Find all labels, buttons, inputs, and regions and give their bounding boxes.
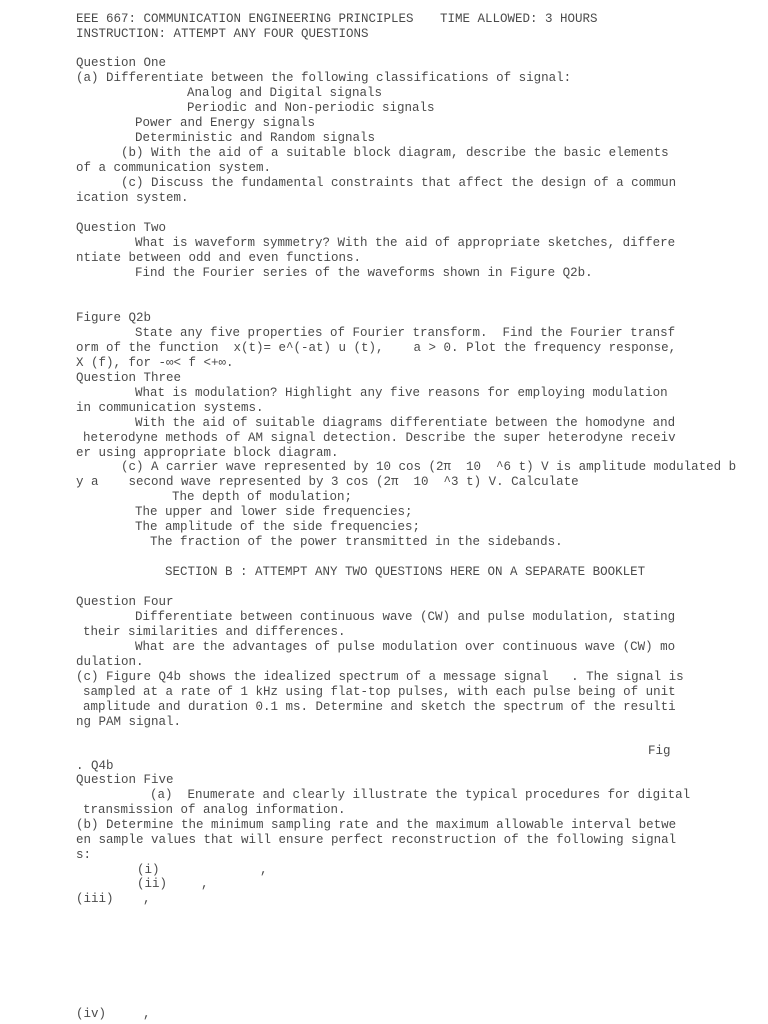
- question-three-title: Question Three: [76, 371, 182, 385]
- q1-a-item: Analog and Digital signals: [187, 86, 383, 100]
- section-b-heading: SECTION B : ATTEMPT ANY TWO QUESTIONS HERE ON A SEPARATE BOOKLET: [165, 565, 646, 579]
- q1-part-c: (c) Discuss the fundamental constraints that affect the design of a commun: [121, 176, 677, 190]
- q2-text: ntiate between odd and even functions.: [76, 251, 362, 265]
- q5-item-comma: ,: [143, 1007, 151, 1021]
- q3-c-item: The amplitude of the side frequencies;: [135, 520, 421, 534]
- q5-item-label: (iv): [76, 1007, 107, 1021]
- q3-c-item: The upper and lower side frequencies;: [135, 505, 413, 519]
- question-two-title: Question Two: [76, 221, 167, 235]
- q5-item-comma: ,: [201, 877, 209, 891]
- q1-part-b-cont: of a communication system.: [76, 161, 272, 175]
- question-one-title: Question One: [76, 56, 167, 70]
- q3-text: What is modulation? Highlight any five reasons for employing modulation: [135, 386, 668, 400]
- q2-text: What is waveform symmetry? With the aid of appropriate sketches, differe: [135, 236, 676, 250]
- q1-a-item: Power and Energy signals: [135, 116, 316, 130]
- q3-part-c-cont: y a second wave represented by 3 cos (2π 10 ^3 t) V. Calculate: [76, 475, 579, 489]
- q3-text: er using appropriate block diagram.: [76, 446, 339, 460]
- q1-a-item: Periodic and Non-periodic signals: [187, 101, 435, 115]
- q4-text: What are the advantages of pulse modulation over continuous wave (CW) mo: [135, 640, 676, 654]
- q5-item-comma: ,: [260, 863, 268, 877]
- q2-text: X (f), for -∞< f <+∞.: [76, 356, 234, 370]
- q5-item-label: (i): [137, 863, 160, 877]
- q1-part-b: (b) With the aid of a suitable block diagram, describe the basic elements: [121, 146, 669, 160]
- q5-text: en sample values that will ensure perfect reconstruction of the following signal: [76, 833, 677, 847]
- q4-text: dulation.: [76, 655, 144, 669]
- q4-text: their similarities and differences.: [83, 625, 346, 639]
- instruction: INSTRUCTION: ATTEMPT ANY FOUR QUESTIONS: [76, 27, 369, 41]
- q5-text: s:: [76, 848, 92, 862]
- q1-part-a: (a) Differentiate between the following classifications of signal:: [76, 71, 572, 85]
- q4-text: amplitude and duration 0.1 ms. Determine and sketch the spectrum of the resulti: [83, 700, 676, 714]
- q3-text: heterodyne methods of AM signal detection. Describe the super heterodyne receiv: [83, 431, 676, 445]
- q3-part-c: (c) A carrier wave represented by 10 cos (2π 10 ^6 t) V is amplitude modulated b: [121, 460, 737, 474]
- figure-q4b-caption-cont: . Q4b: [76, 759, 114, 773]
- q4-text: Differentiate between continuous wave (CW) and pulse modulation, stating: [135, 610, 676, 624]
- course-title: EEE 667: COMMUNICATION ENGINEERING PRINCIPLES: [76, 12, 414, 26]
- q5-item-comma: ,: [143, 892, 151, 906]
- q2-text: Find the Fourier series of the waveforms shown in Figure Q2b.: [135, 266, 593, 280]
- q1-a-item: Deterministic and Random signals: [135, 131, 376, 145]
- q5-part-b: (b) Determine the minimum sampling rate and the maximum allowable interval betwe: [76, 818, 677, 832]
- q4-text: sampled at a rate of 1 kHz using flat-top pulses, with each pulse being of unit: [83, 685, 676, 699]
- figure-q4b-caption: Fig: [648, 744, 671, 758]
- question-five-title: Question Five: [76, 773, 174, 787]
- figure-q2b-caption: Figure Q2b: [76, 311, 152, 325]
- q5-item-label: (ii): [137, 877, 168, 891]
- q4-text: ng PAM signal.: [76, 715, 182, 729]
- q3-text: in communication systems.: [76, 401, 264, 415]
- q2-text: orm of the function x(t)= e^(-at) u (t), a > 0. Plot the frequency response,: [76, 341, 677, 355]
- q3-c-item: The depth of modulation;: [172, 490, 353, 504]
- q5-item-label: (iii): [76, 892, 114, 906]
- q3-text: With the aid of suitable diagrams differentiate between the homodyne and: [135, 416, 676, 430]
- q3-c-item: The fraction of the power transmitted in the sidebands.: [150, 535, 563, 549]
- q4-part-c: (c) Figure Q4b shows the idealized spectrum of a message signal . The signal is: [76, 670, 684, 684]
- q1-part-c-cont: ication system.: [76, 191, 189, 205]
- q5-part-a: (a) Enumerate and clearly illustrate the typical procedures for digital: [150, 788, 691, 802]
- time-allowed: TIME ALLOWED: 3 HOURS: [440, 12, 598, 26]
- q5-text: transmission of analog information.: [83, 803, 346, 817]
- question-four-title: Question Four: [76, 595, 174, 609]
- q2-text: State any five properties of Fourier transform. Find the Fourier transf: [135, 326, 676, 340]
